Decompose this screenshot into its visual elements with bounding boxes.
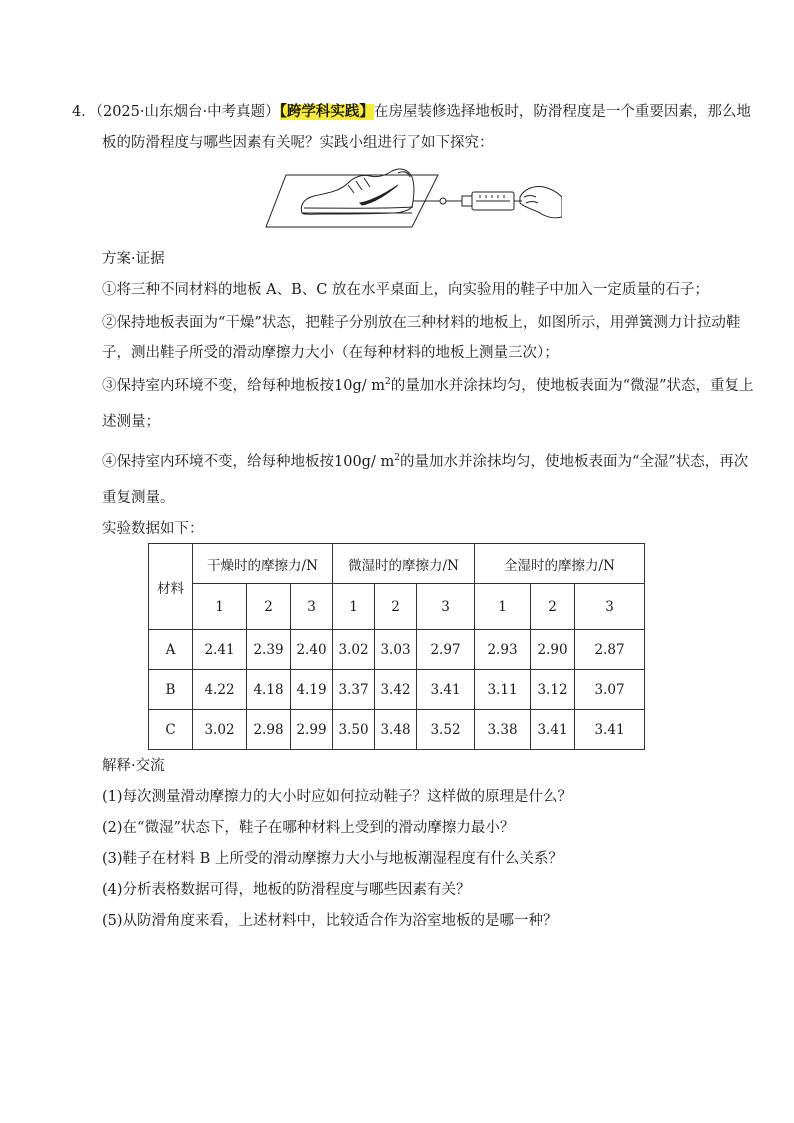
value-cell: 4.19 — [291, 670, 333, 710]
plan-step-3-line1 — [102, 376, 754, 396]
discussion-question-2: (2)在“微湿”状态下，鞋子在哪种材料上受到的滑动摩擦力最小？ — [102, 820, 515, 836]
table-row — [149, 630, 645, 670]
value-cell: 4.22 — [193, 670, 247, 710]
plan-step-4-unit: / m — [370, 454, 395, 470]
value-cell: 2.93 — [475, 630, 531, 670]
material-header: 材料 — [149, 544, 193, 630]
spring-scale-icon — [462, 192, 522, 210]
value-cell: 3.07 — [575, 670, 645, 710]
value-cell: 2.97 — [417, 630, 475, 670]
table-caption: 实验数据如下： — [102, 521, 204, 537]
value-cell: 3.11 — [475, 670, 531, 710]
trial-header-row — [149, 584, 645, 630]
plan-step-1: ①将三种不同材料的地板 A、B、C 放在水平桌面上，向实验用的鞋子中加入一定质量的石子； — [102, 282, 709, 298]
friction-data-table — [148, 543, 645, 750]
plan-step-3-pre: ③保持室内环境不变，给每种地板按10g — [102, 378, 362, 394]
discussion-question-4: (4)分析表格数据可得，地板的防滑程度与哪些因素有关？ — [102, 882, 471, 898]
trial-label: 2 — [247, 584, 291, 630]
trial-label: 2 — [375, 584, 417, 630]
value-cell: 3.02 — [193, 710, 247, 750]
question-header — [72, 102, 751, 122]
trial-label: 2 — [531, 584, 575, 630]
dry-header: 干燥时的摩擦力/N — [193, 544, 333, 584]
value-cell: 3.03 — [375, 630, 417, 670]
value-cell: 2.39 — [247, 630, 291, 670]
value-cell: 2.90 — [531, 630, 575, 670]
value-cell: 2.87 — [575, 630, 645, 670]
discussion-question-3: (3)鞋子在材料 B 上所受的滑动摩擦力大小与地板潮湿程度有什么关系？ — [102, 851, 563, 867]
plan-step-2-line2: 子，测出鞋子所受的滑动摩擦力大小（在每种材料的地板上测量三次）； — [102, 345, 559, 361]
value-cell: 2.99 — [291, 710, 333, 750]
cross-discipline-tag: 【跨学科实践】 — [279, 104, 374, 120]
discussion-question-5: (5)从防滑角度来看，上述材料中，比较适合作为浴室地板的是哪一种？ — [102, 913, 558, 929]
trial-label: 1 — [475, 584, 531, 630]
value-cell: 3.38 — [475, 710, 531, 750]
value-cell: 3.48 — [375, 710, 417, 750]
question-number: 4． — [72, 104, 96, 120]
trial-label: 1 — [193, 584, 247, 630]
table-row — [149, 670, 645, 710]
wet-header: 全湿时的摩擦力/N — [475, 544, 645, 584]
table-row — [149, 710, 645, 750]
value-cell: 3.12 — [531, 670, 575, 710]
plan-title: 方案·证据 — [102, 251, 165, 267]
discussion-title: 解释·交流 — [102, 758, 165, 774]
trial-label: 3 — [417, 584, 475, 630]
string-line — [413, 198, 462, 204]
material-cell: B — [149, 670, 193, 710]
plan-step-3-line2: 述测量； — [102, 414, 160, 430]
plan-step-2-line1: ②保持地板表面为“干燥”状态，把鞋子分别放在三种材料的地板上，如图所示，用弹簧测力计拉动鞋 — [102, 315, 741, 331]
plan-step-4-line1 — [102, 452, 748, 472]
experiment-figure — [262, 163, 562, 238]
plan-step-4-sup: 2 — [394, 453, 400, 464]
value-cell: 3.50 — [333, 710, 375, 750]
value-cell: 2.40 — [291, 630, 333, 670]
shoe-icon — [301, 169, 414, 214]
material-cell: C — [149, 710, 193, 750]
plan-step-3-sup: 2 — [384, 377, 391, 388]
value-cell: 2.41 — [193, 630, 247, 670]
value-cell: 3.41 — [575, 710, 645, 750]
plan-step-4-line2: 重复测量。 — [102, 490, 175, 506]
value-cell: 3.41 — [531, 710, 575, 750]
discussion-question-1: (1)每次测量滑动摩擦力的大小时应如何拉动鞋子？这样做的原理是什么？ — [102, 789, 573, 805]
plan-step-3-post: 的量加水并涂抹均匀，使地板表面为“微湿”状态，重复上 — [390, 378, 754, 394]
value-cell: 3.52 — [417, 710, 475, 750]
value-cell: 3.02 — [333, 630, 375, 670]
plan-step-4-post: 的量加水并涂抹均匀，使地板表面为“全湿”状态，再次 — [399, 454, 749, 470]
hand-icon — [520, 186, 562, 217]
plan-step-3-unit: / m — [361, 378, 385, 394]
damp-header: 微湿时的摩擦力/N — [333, 544, 475, 584]
value-cell: 3.41 — [417, 670, 475, 710]
value-cell: 2.98 — [247, 710, 291, 750]
question-intro-line2: 板的防滑程度与哪些因素有关呢？实践小组进行了如下探究： — [102, 135, 494, 151]
value-cell: 3.37 — [333, 670, 375, 710]
value-cell: 4.18 — [247, 670, 291, 710]
question-intro-line1: 在房屋装修选择地板时，防滑程度是一个重要因素，那么地 — [373, 104, 751, 120]
floor-board — [266, 175, 438, 227]
plan-step-4-pre: ④保持室内环境不变，给每种地板按100g — [102, 454, 371, 470]
value-cell: 3.42 — [375, 670, 417, 710]
trial-label: 3 — [575, 584, 645, 630]
question-source: （2025·山东烟台·中考真题） — [95, 104, 280, 120]
trial-label: 3 — [291, 584, 333, 630]
table-header-row — [149, 544, 645, 584]
trial-label: 1 — [333, 584, 375, 630]
material-cell: A — [149, 630, 193, 670]
